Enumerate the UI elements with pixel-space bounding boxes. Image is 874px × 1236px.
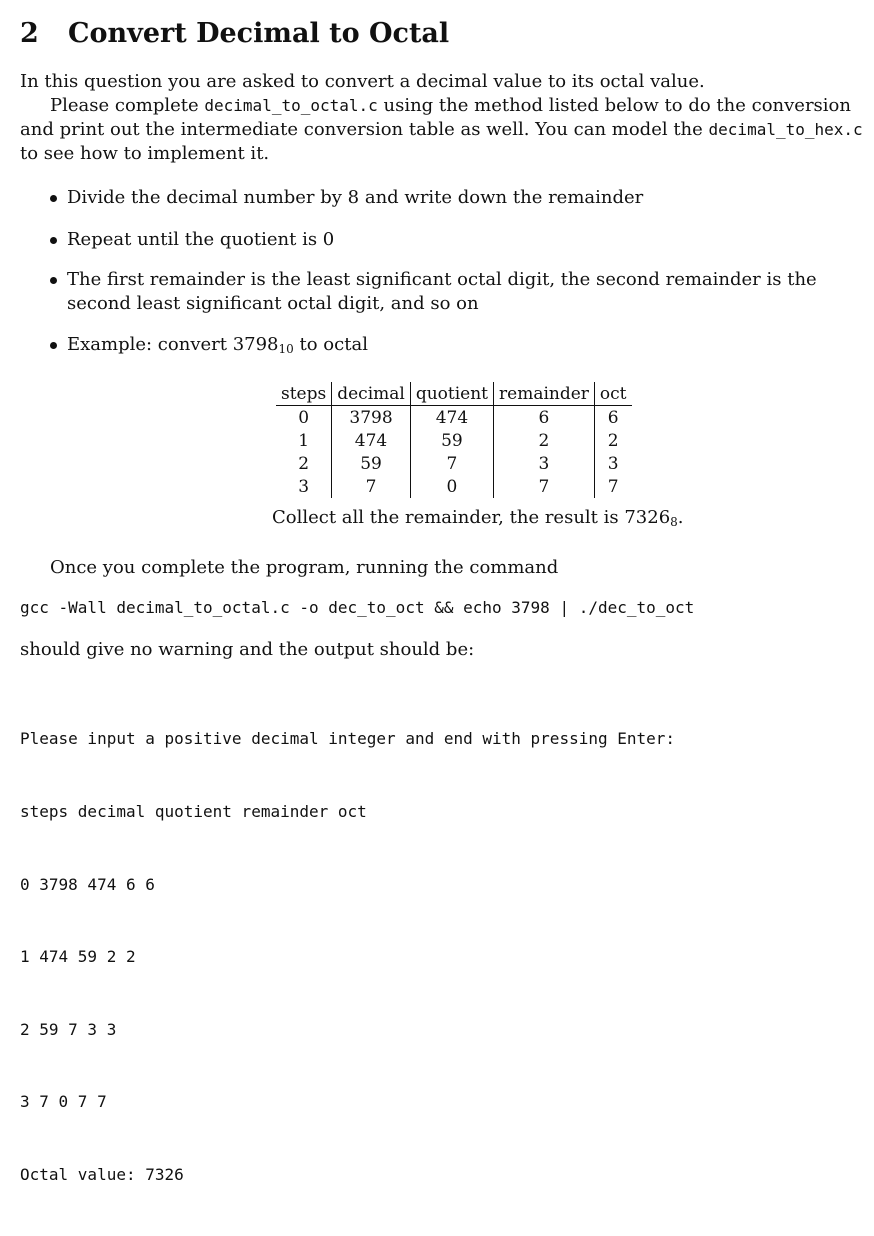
table-cell: 2 [494, 429, 595, 452]
instructions-text-a: Please complete [50, 95, 205, 116]
table-cell: 6 [607, 407, 619, 428]
intro-line: In this question you are asked to convert a decimal value to its octal value. [20, 71, 705, 92]
output-line: 2 59 7 3 3 [20, 1019, 117, 1039]
instructions-text-c: to see how to implement it. [20, 143, 270, 164]
table-cell: 3 [276, 475, 332, 498]
caption-suffix: . [677, 507, 684, 528]
output-line: Please input a positive decimal integer and end with pressing Enter: [20, 729, 676, 749]
program-output [20, 679, 675, 1236]
section-number: 2 [20, 18, 39, 49]
table-cell: 7 [607, 476, 619, 497]
list-item-text: The first remainder is the least significant octal digit, the second remainder is the second least significant octal digit, and so on [67, 269, 817, 314]
table-cell: 3 [607, 453, 619, 474]
table-row [276, 429, 632, 452]
column-header: steps [276, 382, 332, 406]
output-line: 1 474 59 2 2 [20, 947, 136, 967]
column-header: oct [594, 382, 631, 406]
output-line: steps decimal quotient remainder oct [20, 802, 367, 821]
expected-output-text: should give no warning and the output should be: [20, 639, 475, 660]
column-header: remainder [494, 382, 595, 406]
list-item-text: Repeat until the quotient is 0 [67, 229, 335, 250]
table-cell: 59 [332, 452, 411, 475]
table-cell: 0 [276, 406, 332, 430]
table-row [276, 406, 632, 430]
example-text: Example: convert 3798 [67, 334, 279, 355]
table-cell: 2 [276, 452, 332, 475]
section-title: Convert Decimal to Octal [68, 18, 450, 49]
table-cell: 7 [494, 475, 595, 498]
table-row [276, 475, 632, 498]
table-cell: 7 [332, 475, 411, 498]
table-cell: 3798 [332, 406, 411, 430]
example-base: 10 [278, 342, 294, 356]
list-item [20, 228, 864, 252]
caption-base: 8 [670, 515, 678, 529]
table-row [276, 452, 632, 475]
run-instruction-text: Once you complete the program, running the command [50, 557, 559, 578]
intro-paragraph [20, 70, 864, 94]
table-cell: 6 [494, 406, 595, 430]
bullet-icon [50, 277, 57, 284]
example-suffix: to octal [293, 334, 368, 355]
filename-decimal-to-octal: decimal_to_octal.c [204, 96, 378, 115]
output-line: 3 7 0 7 7 [20, 1092, 107, 1112]
list-item [20, 268, 864, 316]
column-header: quotient [410, 382, 493, 406]
output-line: 0 3798 474 6 6 [20, 874, 155, 894]
table-cell: 1 [276, 429, 332, 452]
table-header-row [276, 382, 632, 406]
table-caption [272, 507, 684, 528]
section-heading [20, 18, 449, 49]
table-cell: 474 [410, 406, 493, 430]
table-cell: 3 [494, 452, 595, 475]
table-cell: 0 [410, 475, 493, 498]
table-cell: 59 [410, 429, 493, 452]
filename-decimal-to-hex: decimal_to_hex.c [708, 120, 863, 139]
run-instruction [20, 556, 864, 580]
instructions-paragraph [20, 94, 864, 166]
table-cell: 7 [410, 452, 493, 475]
list-item-text: Divide the decimal number by 8 and write down the remainder [67, 187, 644, 208]
bullet-icon [50, 342, 57, 349]
output-line: Octal value: 7326 [20, 1164, 184, 1184]
list-item [20, 186, 864, 210]
bullet-icon [50, 237, 57, 244]
list-item-example [20, 333, 864, 357]
caption-text: Collect all the remainder, the result is 7326 [272, 507, 671, 528]
instructions-text-b: using the method listed below to do the conversion and print out the intermediate conversion table as well. You can model the [20, 95, 851, 140]
conversion-table [276, 382, 632, 498]
shell-command: gcc -Wall decimal_to_octal.c -o dec_to_oct && echo 3798 | ./dec_to_oct [20, 598, 695, 617]
bullet-icon [50, 195, 57, 202]
expected-output-intro [20, 638, 864, 662]
table-cell: 474 [332, 429, 411, 452]
table-cell: 2 [607, 430, 619, 451]
column-header: decimal [332, 382, 411, 406]
